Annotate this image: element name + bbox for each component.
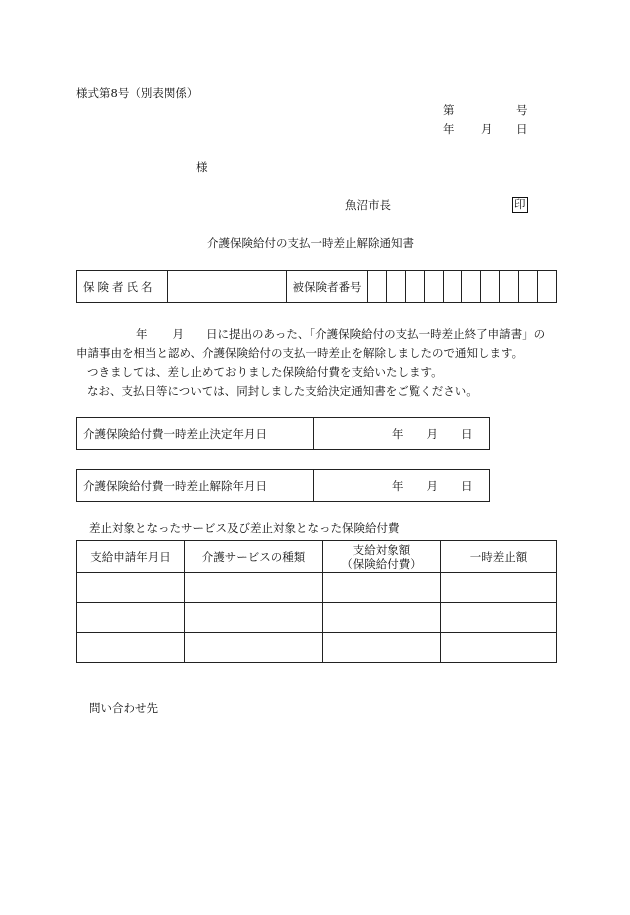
cell-suspended-amount[interactable]	[441, 633, 557, 663]
cell-application-date[interactable]	[77, 633, 185, 663]
cell-payment-amount[interactable]	[323, 573, 441, 603]
cell-service-type[interactable]	[185, 603, 323, 633]
decision-date-table	[76, 417, 490, 450]
insured-number-label: 被保険者番号	[287, 271, 368, 303]
header-payment-amount: 支給対象額 （保険給付費）	[323, 541, 441, 573]
table-row	[77, 603, 557, 633]
release-date-day: 日	[461, 478, 473, 493]
cell-service-type[interactable]	[185, 573, 323, 603]
insured-number-digit[interactable]	[368, 271, 387, 303]
decision-date-month: 月	[426, 426, 438, 441]
notice-line-3: つきましては、差し止めておりました保険給付費を支給いたします。	[87, 365, 443, 379]
release-date-field[interactable]	[314, 470, 490, 502]
document-number-suffix: 号	[516, 103, 528, 117]
insured-number-digit[interactable]	[443, 271, 462, 303]
table-row	[77, 573, 557, 603]
cell-application-date[interactable]	[77, 573, 185, 603]
insured-info-table	[76, 270, 557, 303]
cell-suspended-amount[interactable]	[441, 573, 557, 603]
form-number: 様式第8号（別表関係）	[76, 86, 199, 100]
services-table	[76, 540, 557, 663]
insured-number-digit[interactable]	[519, 271, 538, 303]
cell-application-date[interactable]	[77, 603, 185, 633]
notice-line-4: なお、支払日等については、同封しました支給決定通知書をご覧ください。	[87, 384, 478, 398]
insured-name-label: 保険者氏名	[77, 271, 168, 303]
insured-number-digit[interactable]	[481, 271, 500, 303]
cell-payment-amount[interactable]	[323, 633, 441, 663]
issue-date-year: 年	[443, 122, 455, 136]
services-caption: 差止対象となったサービス及び差止対象となった保険給付費	[89, 521, 400, 535]
header-service-type: 介護サービスの種類	[185, 541, 323, 573]
insured-number-digit[interactable]	[538, 271, 557, 303]
document-number-prefix: 第	[443, 103, 455, 117]
contact-label: 問い合わせ先	[89, 701, 158, 715]
cell-suspended-amount[interactable]	[441, 603, 557, 633]
header-application-date: 支給申請年月日	[77, 541, 185, 573]
issue-date-month: 月	[481, 122, 493, 136]
notice-line-1: 年 月 日に提出のあった、「介護保険給付の支払一時差止終了申請書」の	[136, 327, 546, 341]
notice-line-2: 申請事由を相当と認め、介護保険給付の支払一時差止を解除しましたので通知します。	[76, 346, 524, 360]
issuer-name: 魚沼市長	[345, 198, 391, 212]
cell-service-type[interactable]	[185, 633, 323, 663]
release-date-table	[76, 469, 490, 502]
table-row	[77, 633, 557, 663]
seal-mark: 印	[514, 197, 526, 211]
insured-number-digit[interactable]	[386, 271, 405, 303]
decision-date-label: 介護保険給付費一時差止決定年月日	[77, 418, 314, 450]
notice-body	[76, 325, 556, 401]
decision-date-field[interactable]	[314, 418, 490, 450]
decision-date-year: 年	[392, 426, 404, 441]
insured-name-field[interactable]	[168, 271, 287, 303]
release-date-label: 介護保険給付費一時差止解除年月日	[77, 470, 314, 502]
release-date-year: 年	[392, 478, 404, 493]
cell-payment-amount[interactable]	[323, 603, 441, 633]
document-title: 介護保険給付の支払一時差止解除通知書	[207, 236, 414, 250]
insured-number-digit[interactable]	[500, 271, 519, 303]
insured-number-digit[interactable]	[462, 271, 481, 303]
decision-date-day: 日	[461, 426, 473, 441]
header-suspended-amount: 一時差止額	[441, 541, 557, 573]
insured-number-digit[interactable]	[405, 271, 424, 303]
recipient-honorific: 様	[196, 160, 208, 174]
issue-date-day: 日	[516, 122, 528, 136]
insured-number-digit[interactable]	[424, 271, 443, 303]
release-date-month: 月	[426, 478, 438, 493]
